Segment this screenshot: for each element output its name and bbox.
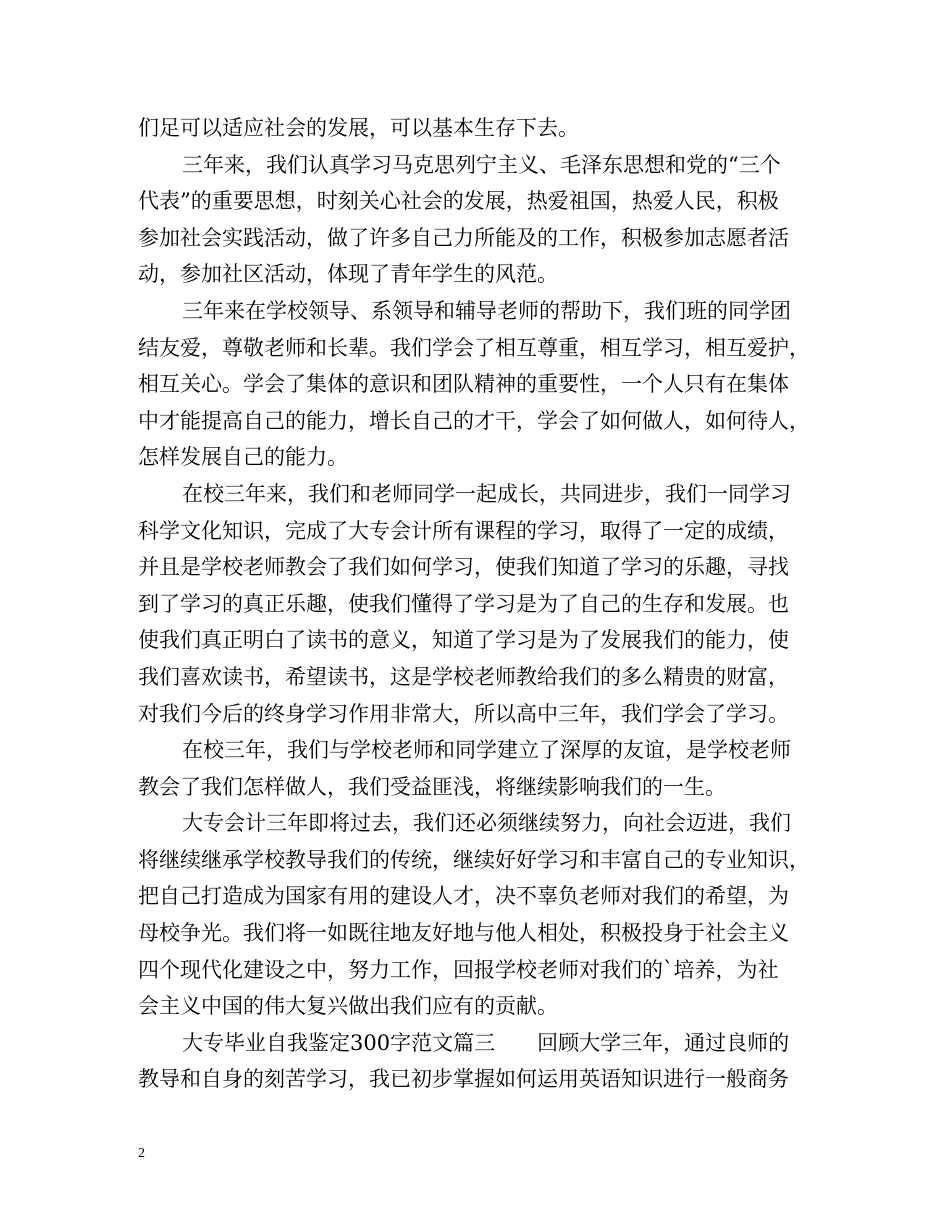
text-line: 怎样发展自己的能力。	[138, 445, 348, 470]
text-line: 参加社会实践活动，做了许多自己力所能及的工作，积极参加志愿者活	[138, 225, 789, 250]
text-line: 把自己打造成为国家有用的建设人才，决不辜负老师对我们的希望，为	[138, 884, 789, 909]
text-line: 相互关心。学会了集体的意识和团队精神的重要性，一个人只有在集体	[138, 372, 789, 397]
text-line: 对我们今后的终身学习作用非常大，所以高中三年，我们学会了学习。	[138, 701, 789, 726]
text-line: 母校争光。我们将一如既往地友好地与他人相处，积极投身于社会主义	[138, 921, 789, 946]
paragraph-first-line: 三年来在学校领导、系领导和辅导老师的帮助下，我们班的同学团	[182, 298, 791, 323]
text-line: 使我们真正明白了读书的意义，知道了学习是为了发展我们的能力，使	[138, 628, 789, 653]
body-text	[138, 110, 828, 1098]
text-line: 将继续继承学校教导我们的传统，继续好好学习和丰富自己的专业知识，	[138, 847, 810, 872]
text-line: 教导和自身的刻苦学习，我已初步掌握如何运用英语知识进行一般商务	[138, 1067, 789, 1092]
paragraph-first-line: 在校三年，我们与学校老师和同学建立了深厚的友谊，是学校老师	[182, 738, 791, 763]
text-line: 教会了我们怎样做人，我们受益匪浅，将继续影响我们的一生。	[138, 774, 726, 799]
text-line: 四个现代化建设之中，努力工作，回报学校老师对我们的`培养，为社	[138, 957, 779, 982]
text-line: 代表”的重要思想，时刻关心社会的发展，热爱祖国，热爱人民，积极	[138, 189, 779, 214]
text-line: 科学文化知识，完成了大专会计所有课程的学习，取得了一定的成绩，	[138, 518, 789, 543]
text-line: 中才能提高自己的能力，增长自己的才干，学会了如何做人，如何待人，	[138, 408, 810, 433]
page-number: 2	[138, 1146, 145, 1161]
paragraph-first-line: 大专会计三年即将过去，我们还必须继续努力，向社会迈进，我们	[182, 811, 791, 836]
text-line: 到了学习的真正乐趣，使我们懂得了学习是为了自己的生存和发展。也	[138, 591, 789, 616]
text-line: 动，参加社区活动，体现了青年学生的风范。	[138, 262, 558, 287]
paragraph-first-line: 三年来，我们认真学习马克思列宁主义、毛泽东思想和党的“三个	[182, 152, 781, 177]
text-line: 并且是学校老师教会了我们如何学习，使我们知道了学习的乐趣，寻找	[138, 555, 789, 580]
text-line: 会主义中国的伟大复兴做出我们应有的贡献。	[138, 994, 558, 1019]
text-line: 们足可以适应社会的发展，可以基本生存下去。	[138, 116, 579, 140]
paragraph-first-line: 大专毕业自我鉴定300字范文篇三 回顾大学三年，通过良师的	[182, 1030, 790, 1055]
text-line: 我们喜欢读书，希望读书，这是学校老师教给我们的多么精贵的财富，	[138, 664, 789, 689]
paragraph-first-line: 在校三年来，我们和老师同学一起成长，共同进步，我们一同学习	[182, 481, 791, 506]
text-line: 结友爱，尊敬老师和长辈。我们学会了相互尊重，相互学习，相互爱护，	[138, 335, 810, 360]
